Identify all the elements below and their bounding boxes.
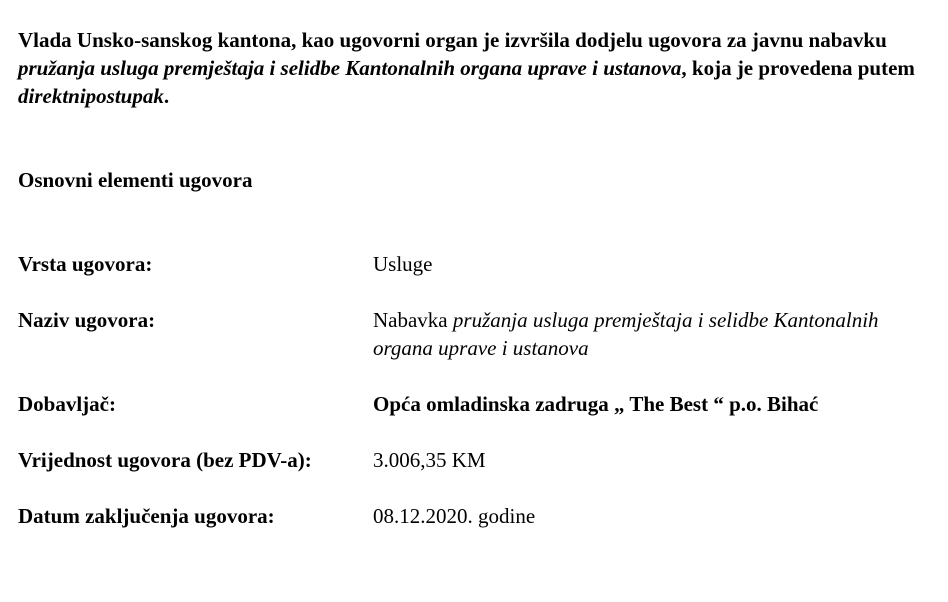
text-run: .	[163, 84, 170, 108]
text-run: 08.12.2020. godine	[373, 504, 536, 528]
row-value	[373, 502, 905, 530]
text-run: Opća omladinska zadruga „ The Best “ p.o. Bihać	[373, 392, 819, 416]
row-label: Dobavljač:	[18, 392, 116, 416]
row-value	[373, 306, 905, 362]
text-run: Vlada Unsko-sanskog kantona, kao ugovorni organ je izvršila dodjelu ugovora za javnu nabavku	[18, 28, 887, 52]
table-row	[18, 502, 932, 530]
contract-table	[18, 250, 932, 530]
intro-paragraph	[18, 26, 930, 110]
text-run: direktnipostupak	[18, 84, 164, 108]
table-row	[18, 390, 932, 418]
row-label: Vrsta ugovora:	[18, 252, 153, 276]
text-run: Usluge	[373, 252, 433, 276]
row-label: Naziv ugovora:	[18, 308, 156, 332]
section-heading: Osnovni elementi ugovora	[18, 168, 253, 192]
row-label: Datum zaključenja ugovora:	[18, 504, 275, 528]
table-row	[18, 446, 932, 474]
table-row	[18, 306, 932, 362]
text-run: 3.006,35 KM	[373, 448, 486, 472]
row-value	[373, 446, 905, 474]
text-run: Nabavka	[373, 308, 453, 332]
table-row	[18, 250, 932, 278]
text-run: , koja je provedena putem	[681, 56, 915, 80]
row-value	[373, 250, 905, 278]
row-label: Vrijednost ugovora (bez PDV-a):	[18, 448, 312, 472]
row-value	[373, 390, 905, 418]
text-run: pružanja usluga premještaja i selidbe Kantonalnih organa uprave i ustanova	[373, 308, 879, 360]
text-run: pružanja usluga premještaja i selidbe Kantonalnih organa uprave i ustanova	[18, 56, 682, 80]
